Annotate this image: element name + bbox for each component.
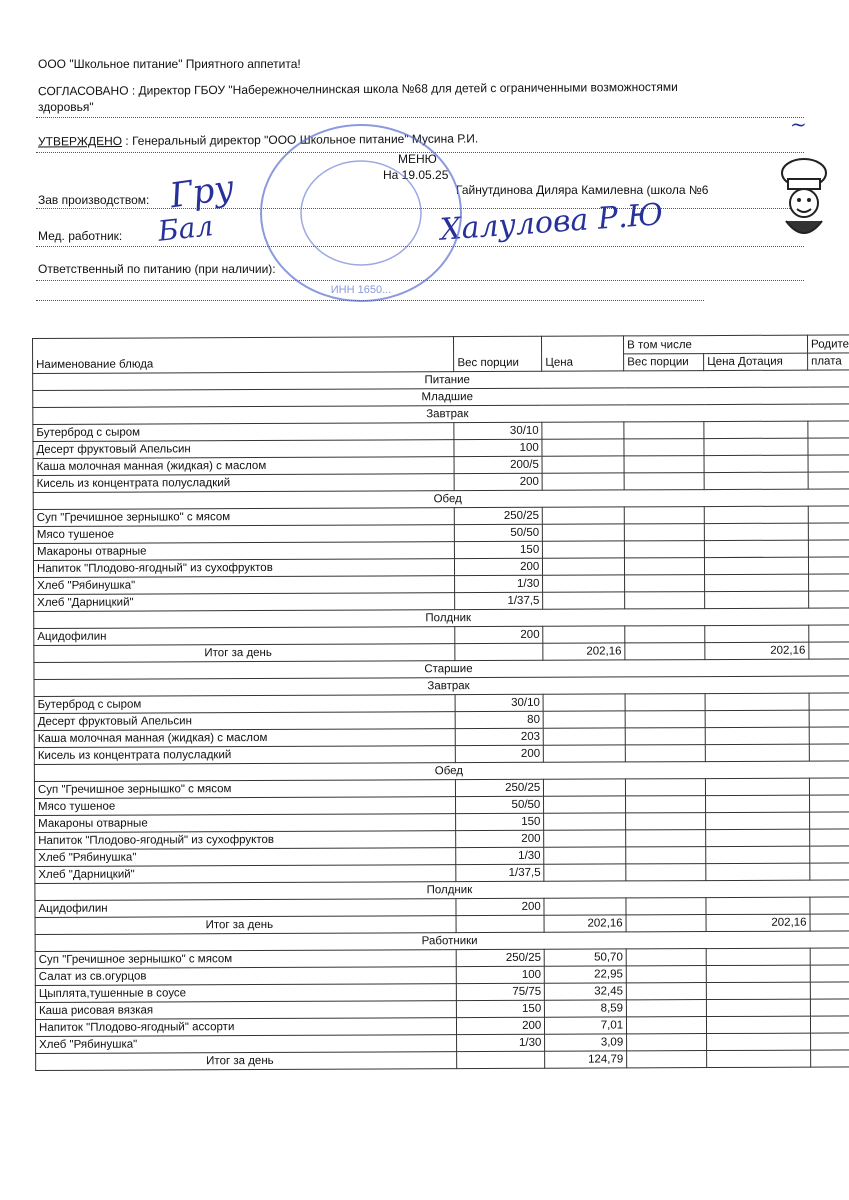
workers-rows (35, 948, 849, 1054)
sub-price (706, 846, 810, 863)
parent-pay (810, 948, 849, 965)
medic-label: Мед. работник: (38, 229, 123, 243)
sub-weight (626, 898, 706, 915)
sub-weight (624, 524, 704, 541)
section-lunch: Обед (34, 761, 849, 782)
dish-weight: 75/75 (457, 983, 545, 1000)
dish-price (544, 745, 626, 762)
dish-name: Хлеб "Рябинушка" (34, 576, 455, 595)
dish-price (543, 711, 625, 728)
dish-name: Хлеб "Рябинушка" (35, 848, 456, 867)
dish-name: Мясо тушеное (35, 797, 456, 816)
sub-weight (624, 456, 704, 473)
dish-name: Суп "Гречишное зернышко" с мясом (35, 950, 456, 969)
section-food: Питание (33, 370, 849, 391)
dish-name: Макароны отварные (35, 814, 456, 833)
dish-price (543, 541, 625, 558)
parent-pay (810, 829, 849, 846)
section-lunch: Обед (33, 489, 849, 510)
col-parent-header: Родите (807, 335, 849, 353)
parent-pay (810, 863, 849, 880)
dish-weight: 200 (456, 898, 544, 915)
dish-name: Салат из св.огурцов (35, 967, 456, 986)
section-senior: Старшие (34, 659, 849, 680)
dish-name: Напиток "Плодово-ягодный" ассорти (35, 1018, 456, 1037)
dish-name: Десерт фруктовый Апельсин (33, 440, 454, 459)
col-sub-price-header: Цена Дотация (704, 353, 808, 371)
dish-price (542, 456, 624, 473)
sub-price (707, 1016, 811, 1033)
dish-name: Кисель из концентрата полусладкий (33, 474, 454, 493)
dish-name: Каша молочная манная (жидкая) с маслом (34, 729, 455, 748)
dish-name: Суп "Гречишное зернышко" с мясом (33, 508, 454, 527)
dish-name: Кисель из концентрата полусладкий (34, 746, 455, 765)
dish-price (544, 796, 626, 813)
parent-pay (810, 897, 849, 914)
dish-weight: 50/50 (455, 524, 543, 541)
parent-pay (809, 591, 849, 608)
dish-price: 22,95 (545, 966, 627, 983)
sub-weight (627, 1034, 707, 1051)
section-snack: Полдник (34, 608, 849, 629)
dish-weight: 1/30 (455, 575, 543, 592)
dish-price (544, 898, 626, 915)
parent-pay (810, 846, 849, 863)
dish-weight: 200 (454, 473, 542, 490)
parent-pay (808, 540, 849, 557)
dish-price (543, 558, 625, 575)
dish-weight: 1/30 (457, 1034, 545, 1051)
section-breakfast: Завтрак (33, 404, 849, 425)
sub-price (706, 829, 810, 846)
menu-date: На 19.05.25 (383, 168, 449, 182)
col-parent-header-2: плата (808, 352, 849, 370)
dish-name: Мясо тушеное (33, 525, 454, 544)
dish-name: Напиток "Плодово-ягодный" из сухофруктов (35, 831, 456, 850)
sub-weight (625, 541, 705, 558)
dish-price (544, 779, 626, 796)
sub-weight (625, 694, 705, 711)
parent-pay (810, 795, 849, 812)
production-label: Зав производством: (38, 193, 150, 207)
sub-price (704, 438, 808, 455)
total-row (36, 1050, 849, 1071)
col-weight-header: Вес порции (454, 336, 542, 371)
dish-weight: 30/10 (454, 422, 542, 439)
dish-weight: 30/10 (455, 694, 543, 711)
sub-weight (625, 745, 705, 762)
sub-price (706, 982, 810, 999)
sub-weight (625, 592, 705, 609)
parent-pay (810, 982, 849, 999)
dish-price (543, 626, 625, 643)
dish-name: Макароны отварные (33, 542, 454, 561)
parent-pay (808, 506, 849, 523)
section-breakfast: Завтрак (34, 676, 849, 697)
sub-weight (624, 473, 704, 490)
sub-price (706, 778, 810, 795)
dish-name: Цыплята,тушенные в соусе (35, 984, 456, 1003)
sub-weight (626, 864, 706, 881)
menu-title: МЕНЮ (398, 152, 437, 166)
dish-price (543, 592, 625, 609)
parent-pay (810, 812, 849, 829)
sub-weight (625, 711, 705, 728)
junior-lunch-rows (33, 506, 849, 612)
round-stamp (256, 118, 466, 308)
dish-weight: 200/5 (454, 456, 542, 473)
approved-prefix: УТВЕРЖДЕНО (37, 133, 123, 149)
parent-pay (808, 438, 849, 455)
sub-price (706, 897, 810, 914)
menu-table (32, 334, 849, 1071)
parent-pay (809, 744, 849, 761)
sub-weight (624, 439, 704, 456)
sub-price (707, 1033, 811, 1050)
dish-weight: 1/37,5 (456, 864, 544, 881)
dish-weight: 150 (457, 1000, 545, 1017)
total-price: 124,79 (545, 1051, 627, 1068)
parent-pay (810, 965, 849, 982)
stamp-text: ИНН 1650... (330, 284, 392, 296)
col-including-header: В том числе (624, 335, 808, 353)
parent-pay (808, 455, 849, 472)
dish-weight: 1/30 (456, 847, 544, 864)
dish-name: Напиток "Плодово-ягодный" из сухофруктов (33, 559, 454, 578)
dish-name: Хлеб "Дарницкий" (34, 593, 455, 612)
dish-name: Каша рисовая вязкая (35, 1001, 456, 1020)
agreed-line-2: здоровья" (38, 100, 94, 114)
parent-pay (810, 999, 849, 1016)
sub-weight (627, 1017, 707, 1034)
sub-price (706, 795, 810, 812)
signature-production: Гру (167, 167, 237, 217)
sub-weight (624, 422, 704, 439)
parent-pay (809, 574, 849, 591)
responsible-label: Ответственный по питанию (при наличии): (38, 262, 276, 276)
parent-pay (810, 1016, 849, 1033)
sub-price (704, 455, 808, 472)
sub-price (704, 523, 808, 540)
sub-weight (625, 558, 705, 575)
dish-price: 3,09 (545, 1034, 627, 1051)
sub-price (704, 472, 808, 489)
col-price-header: Цена (542, 336, 624, 371)
sub-weight (626, 779, 706, 796)
dish-weight: 200 (456, 745, 544, 762)
sub-price (706, 999, 810, 1016)
sub-weight (625, 728, 705, 745)
dish-weight: 100 (454, 439, 542, 456)
parent-pay (809, 625, 849, 642)
sub-price (704, 421, 808, 438)
dish-name: Десерт фруктовый Апельсин (34, 712, 455, 731)
dish-price (543, 507, 625, 524)
total-price: 202,16 (544, 915, 626, 932)
dish-price (544, 864, 626, 881)
sub-price (705, 557, 809, 574)
dish-name: Суп "Гречишное зернышко" с мясом (34, 780, 455, 799)
dish-price (543, 524, 625, 541)
dish-price: 8,59 (545, 1000, 627, 1017)
dish-weight: 150 (456, 813, 544, 830)
dish-weight: 250/25 (456, 779, 544, 796)
dish-weight: 250/25 (457, 949, 545, 966)
signature-director: ~ (790, 112, 807, 136)
approved-rest: : Генеральный директор "ООО Школьное питание" Мусина Р.И. (125, 131, 479, 148)
sub-weight (625, 626, 705, 643)
sub-price (705, 693, 809, 710)
dish-price: 50,70 (544, 949, 626, 966)
dish-weight: 80 (455, 711, 543, 728)
sub-weight (626, 966, 706, 983)
total-subsidy: 202,16 (705, 642, 809, 659)
sub-price (705, 727, 809, 744)
company-line: ООО "Школьное питание" Приятного аппетита! (38, 57, 301, 71)
dish-name: Хлеб "Дарницкий" (35, 865, 456, 884)
sub-weight (626, 949, 706, 966)
dish-price (543, 575, 625, 592)
dish-weight: 203 (456, 728, 544, 745)
dish-weight: 100 (457, 966, 545, 983)
signature-medic: Бал (156, 209, 215, 248)
dish-name: Хлеб "Рябинушка" (36, 1035, 457, 1054)
dish-name: Каша молочная манная (жидкая) с маслом (33, 457, 454, 476)
senior-breakfast-rows (34, 693, 849, 765)
dish-name: Ацидофилин (35, 899, 456, 918)
total-label: Итог за день (36, 1052, 457, 1071)
dish-price (543, 694, 625, 711)
signature-name: Халулова Р.Ю (439, 197, 665, 248)
dish-weight: 200 (455, 626, 543, 643)
parent-pay (811, 1033, 849, 1050)
parent-pay (808, 421, 849, 438)
dish-price (543, 728, 625, 745)
section-workers: Работники (35, 931, 849, 952)
total-price: 202,16 (543, 643, 625, 660)
dish-name: Бутерброд с сыром (33, 423, 454, 442)
dish-price (544, 847, 626, 864)
sub-price (704, 506, 808, 523)
dish-name: Бутерброд с сыром (34, 695, 455, 714)
section-junior: Младшие (33, 387, 849, 408)
senior-lunch-rows (34, 778, 849, 884)
parent-pay (809, 693, 849, 710)
sub-price (706, 948, 810, 965)
sub-price (705, 710, 809, 727)
chef-icon (772, 155, 836, 241)
production-name: Гайнутдинова Диляра Камилевна (школа №6 (456, 183, 709, 197)
dish-price: 32,45 (545, 983, 627, 1000)
sub-price (705, 625, 809, 642)
dish-weight: 50/50 (456, 796, 544, 813)
dish-price (544, 830, 626, 847)
col-sub-weight-header: Вес порции (624, 353, 704, 371)
total-label: Итог за день (34, 644, 455, 663)
sub-weight (624, 507, 704, 524)
sub-weight (626, 813, 706, 830)
dish-weight: 200 (457, 1017, 545, 1034)
dish-weight: 200 (456, 830, 544, 847)
total-subsidy: 202,16 (706, 914, 810, 931)
sub-price (706, 863, 810, 880)
section-snack: Полдник (35, 880, 849, 901)
sub-price (705, 744, 809, 761)
sub-price (705, 591, 809, 608)
dish-weight: 1/37,5 (455, 592, 543, 609)
sub-price (706, 965, 810, 982)
sub-weight (627, 1000, 707, 1017)
sub-weight (626, 830, 706, 847)
sub-weight (626, 847, 706, 864)
dish-name: Ацидофилин (34, 627, 455, 646)
dish-weight: 150 (455, 541, 543, 558)
junior-breakfast-rows (33, 421, 849, 493)
sub-price (705, 574, 809, 591)
dish-price (544, 813, 626, 830)
sub-weight (625, 575, 705, 592)
dish-price (542, 473, 624, 490)
dish-weight: 200 (455, 558, 543, 575)
parent-pay (808, 557, 849, 574)
sub-weight (626, 983, 706, 1000)
dish-price: 7,01 (545, 1017, 627, 1034)
parent-pay (809, 778, 849, 795)
parent-pay (809, 727, 849, 744)
agreed-line-1: СОГЛАСОВАНО : Директор ГБОУ "Набережночелнинская школа №68 для детей с ограниченными возможностями (37, 79, 678, 99)
parent-pay (809, 710, 849, 727)
sub-price (706, 812, 810, 829)
sub-weight (626, 796, 706, 813)
parent-pay (808, 472, 849, 489)
dish-weight: 250/25 (455, 507, 543, 524)
dish-price (542, 422, 624, 439)
parent-pay (808, 523, 849, 540)
sub-price (704, 540, 808, 557)
col-name-header: Наименование блюда (33, 337, 455, 374)
dish-price (542, 439, 624, 456)
total-label: Итог за день (35, 916, 456, 935)
